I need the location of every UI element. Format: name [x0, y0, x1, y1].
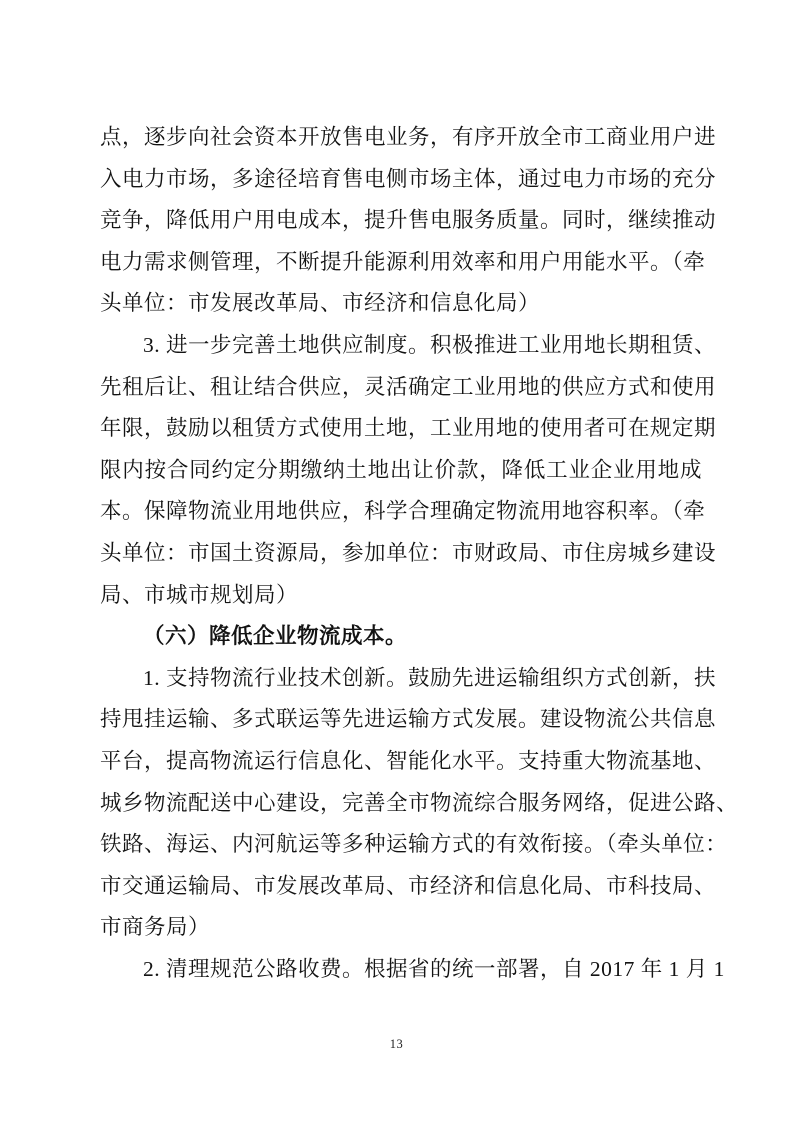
- text-line: 局、市城市规划局）: [100, 582, 299, 607]
- text-line: 竞争，降低用户用电成本，提升售电服务质量。同时，继续推动: [100, 208, 717, 233]
- text-line: 平台，提高物流运行信息化、智能化水平。支持重大物流基地、: [100, 748, 717, 773]
- text-line: 头单位：市发展改革局、市经济和信息化局）: [100, 291, 541, 316]
- text-line: 持甩挂运输、多式联运等先进运输方式发展。建设物流公共信息: [100, 707, 717, 732]
- section-heading: （六）降低企业物流成本。: [143, 624, 408, 649]
- text-line: 入电力市场，多途径培育售电侧市场主体，通过电力市场的充分: [100, 166, 717, 191]
- text-line: 城乡物流配送中心建设，完善全市物流综合服务网络，促进公路、: [100, 790, 739, 815]
- text-line: 市交通运输局、市发展改革局、市经济和信息化局、市科技局、: [100, 873, 717, 898]
- text-line: 先租后让、租让结合供应，灵活确定工业用地的供应方式和使用: [100, 374, 717, 399]
- text-line: 限内按合同约定分期缴纳土地出让价款，降低工业企业用地成: [100, 457, 702, 482]
- text-line: 点，逐步向社会资本开放售电业务，有序开放全市工商业用户进: [100, 125, 717, 149]
- document-body: [100, 117, 739, 990]
- text-line: 市商务局）: [100, 915, 211, 940]
- text-line: 本。保障物流业用地供应，科学合理确定物流用地容积率。（牵: [100, 499, 706, 524]
- text-line: 3. 进一步完善土地供应制度。积极推进工业用地长期租赁、: [143, 332, 717, 357]
- text-line: 2. 清理规范公路收费。根据省的统一部署，自 2017 年 1 月 1: [143, 956, 725, 981]
- text-line: 头单位：市国土资源局，参加单位：市财政局、市住房城乡建设: [100, 540, 717, 565]
- text-line: 铁路、海运、内河航运等多种运输方式的有效衔接。（牵头单位：: [100, 832, 728, 857]
- text-line: 1. 支持物流行业技术创新。鼓励先进运输组织方式创新，扶: [143, 665, 717, 690]
- page-number: 13: [389, 1037, 404, 1051]
- text-line: 年限，鼓励以租赁方式使用土地，工业用地的使用者可在规定期: [100, 416, 717, 441]
- text-line: 电力需求侧管理，不断提升能源利用效率和用户用能水平。（牵: [100, 249, 706, 274]
